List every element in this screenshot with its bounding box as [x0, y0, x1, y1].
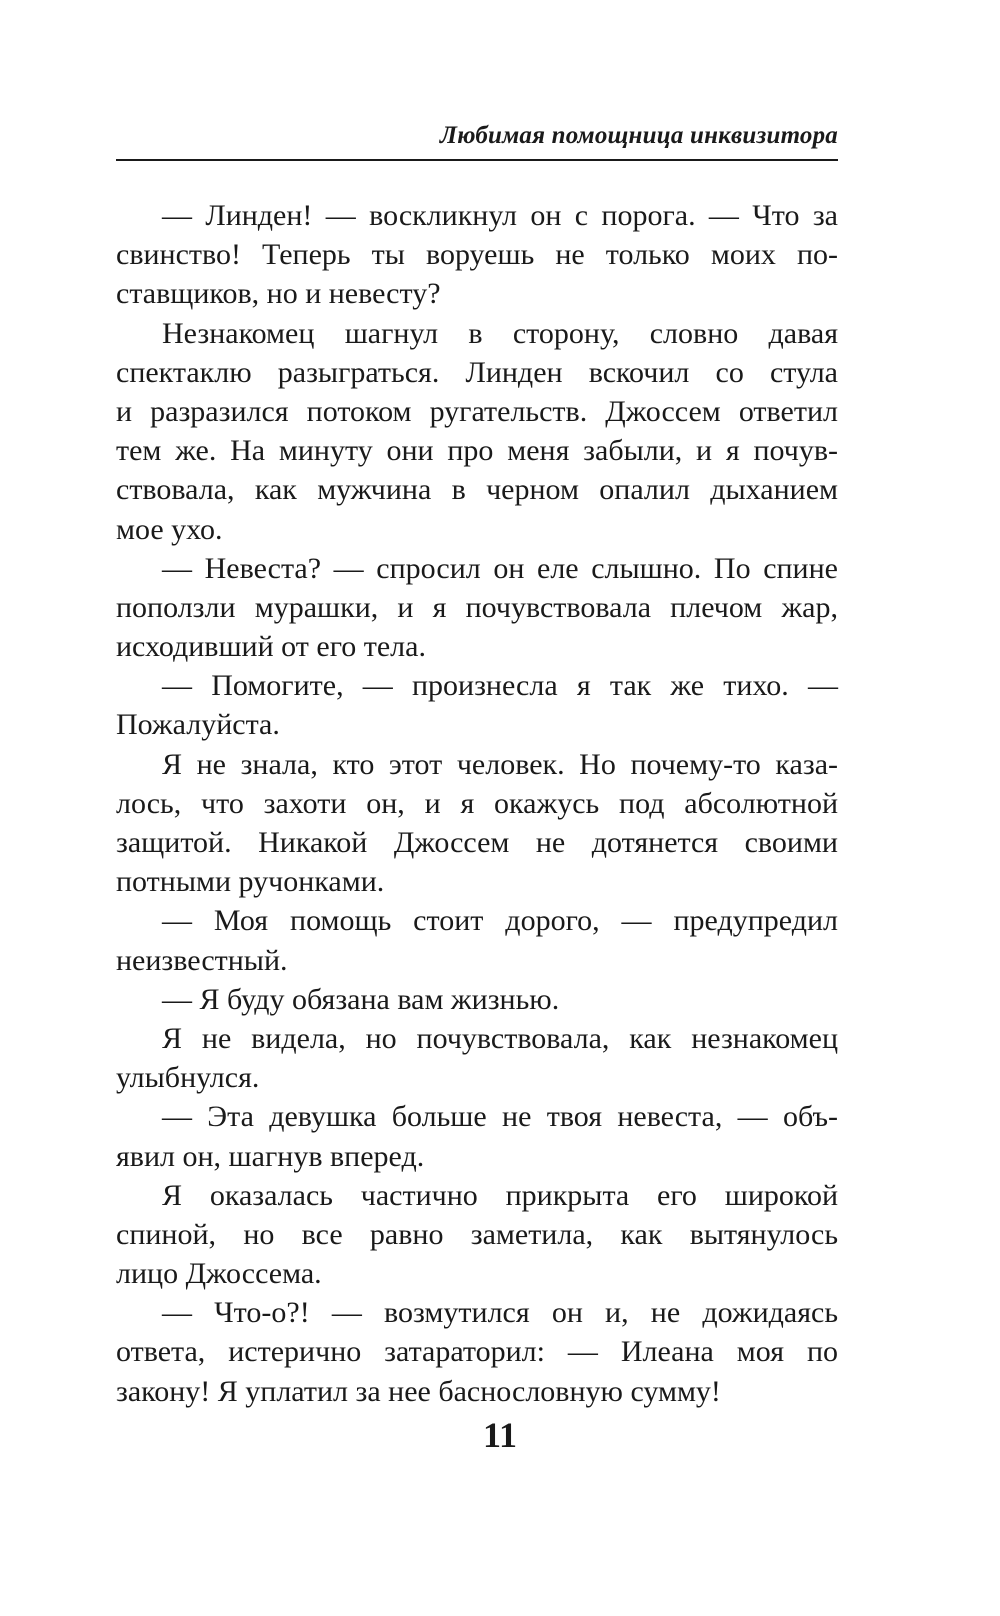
running-header-title: Любимая помощница инквизитора	[439, 122, 838, 149]
text-line: спектаклю разыграться. Линден вскочил со стула	[116, 355, 838, 389]
text-line: исходивший от его тела.	[116, 630, 426, 664]
text-line: Я оказалась частично прикрыта его широкой	[162, 1178, 838, 1212]
text-line: Я не видела, но почувствовала, как незнакомец	[162, 1021, 838, 1055]
text-line: — Что-о?! — возмутился он и, не дожидаясь	[162, 1296, 838, 1330]
text-line: — Я буду обязана вам жизнью.	[162, 982, 560, 1016]
text-line: ствовала, как мужчина в черном опалил дыханием	[116, 473, 838, 507]
text-line: улыбнулся.	[116, 1061, 260, 1095]
text-line: — Эта девушка больше не твоя невеста, — объ-	[162, 1100, 838, 1134]
text-line: тем же. На минуту они про меня забыли, и я почув-	[116, 434, 838, 468]
text-line: закону! Я уплатил за нее баснословную сумму!	[116, 1374, 721, 1408]
header-rule	[116, 159, 838, 161]
text-line: Пожалуйста.	[116, 708, 280, 742]
text-line: защитой. Никакой Джоссем не дотянется своими	[116, 826, 838, 859]
text-line: — Помогите, — произнесла я так же тихо. —	[162, 669, 838, 703]
page-number: 11	[482, 1415, 517, 1455]
text-line: поползли мурашки, и я почувствовала плечом жар,	[116, 590, 838, 624]
text-line: — Невеста? — спросил он еле слышно. По спине	[162, 551, 838, 585]
text-line: лицо Джоссема.	[116, 1257, 322, 1291]
text-line: ставщиков, но и невесту?	[116, 277, 441, 311]
body-text	[116, 196, 838, 1411]
text-line: и разразился потоком ругательств. Джоссем ответил	[116, 394, 838, 428]
text-line: потными ручонками.	[116, 865, 385, 899]
text-line: ответа, истерично затараторил: — Илеана моя по	[116, 1335, 838, 1369]
text-line: лось, что захоти он, и я окажусь под абсолютной	[116, 786, 838, 820]
text-line: свинство! Теперь ты воруешь не только моих по-	[116, 238, 838, 272]
text-line: — Линден! — воскликнул он с порога. — Что за	[162, 199, 838, 232]
text-line: мое ухо.	[116, 512, 223, 546]
text-line: явил он, шагнув вперед.	[116, 1139, 425, 1173]
text-line: — Моя помощь стоит дорого, — предупредил	[162, 904, 838, 938]
text-line: Я не знала, кто этот человек. Но почему-то каза-	[162, 747, 838, 781]
text-line: Незнакомец шагнул в сторону, словно давая	[162, 316, 838, 350]
text-line: неизвестный.	[116, 943, 288, 977]
text-line: спиной, но все равно заметила, как вытянулось	[116, 1217, 838, 1251]
